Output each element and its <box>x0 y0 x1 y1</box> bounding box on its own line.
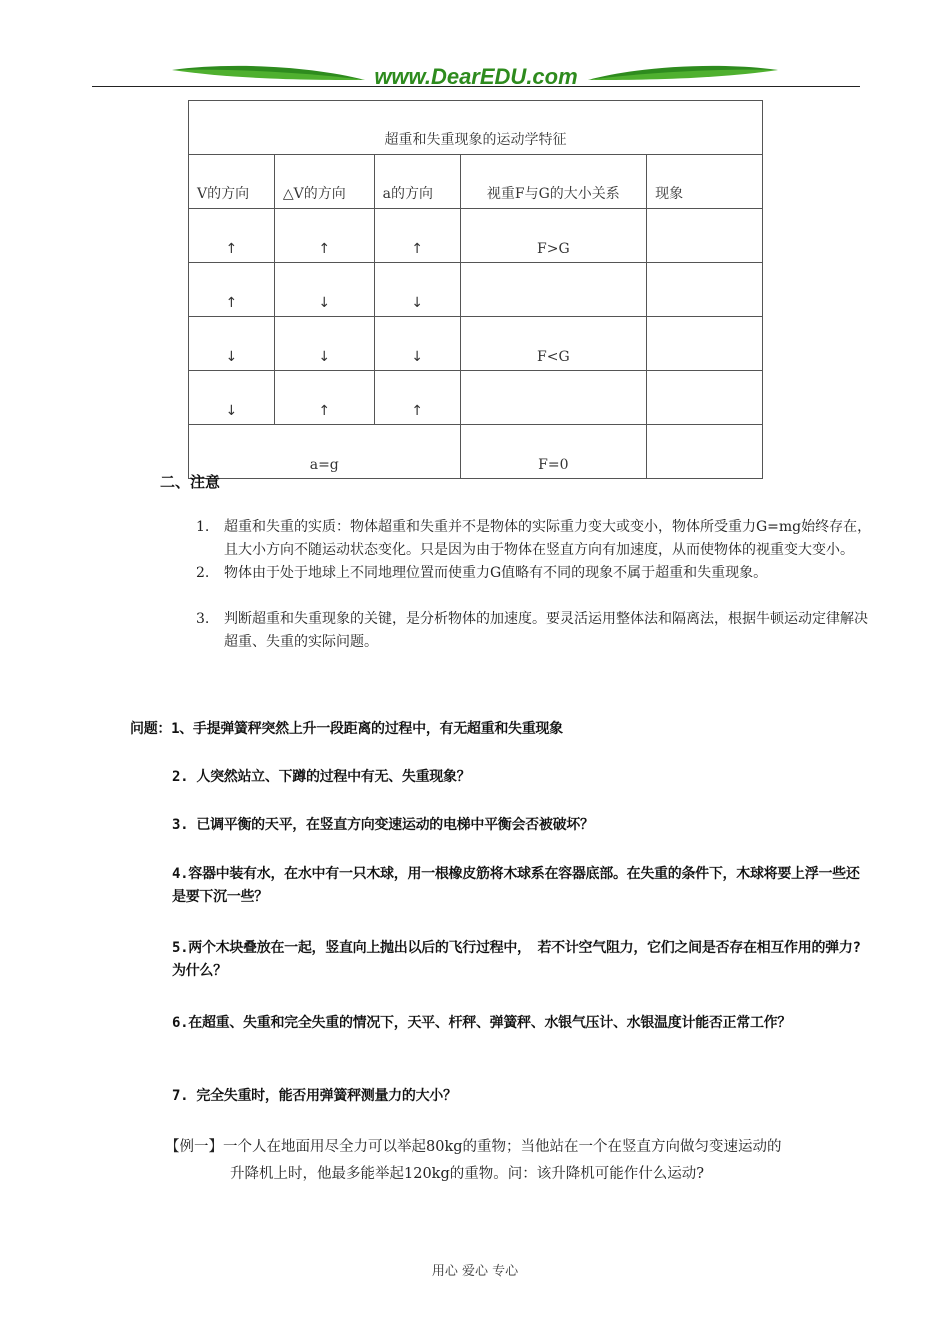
note-item <box>196 516 876 562</box>
cell-v: ↑ <box>189 209 275 263</box>
cell-phenomenon <box>647 425 763 479</box>
question-item: 问题：1、手提弹簧秤突然上升一段距离的过程中，有无超重和失重现象 <box>130 721 563 737</box>
note-item <box>196 562 876 585</box>
table-row <box>189 263 763 317</box>
section-title: 二、注意 <box>160 473 221 491</box>
cell-dv: ↑ <box>274 371 374 425</box>
cell-a: ↓ <box>374 263 460 317</box>
note-number: 3. <box>196 611 210 627</box>
col-header-a: a的方向 <box>374 155 460 209</box>
cell-v: ↑ <box>189 263 275 317</box>
question-item: 2. 人突然站立、下蹲的过程中有无、失重现象？ <box>172 769 471 785</box>
col-header-v: V的方向 <box>189 155 275 209</box>
cell-phenomenon <box>647 263 763 317</box>
example-line-2: 升降机上时，他最多能举起120kg的重物。问：该升降机可能作什么运动? <box>230 1166 705 1182</box>
cell-dv: ↑ <box>274 209 374 263</box>
cell-relation <box>460 371 647 425</box>
cell-dv: ↓ <box>274 317 374 371</box>
table-row <box>189 317 763 371</box>
header-rule <box>92 86 860 87</box>
note-text: 判断超重和失重现象的关键，是分析物体的加速度。要灵活运用整体法和隔离法，根据牛顿运动定律解决超重、失重的实际问题。 <box>224 611 868 650</box>
table-row <box>189 209 763 263</box>
table-header-row <box>189 155 763 209</box>
note-item <box>196 608 876 654</box>
question-item: 4.容器中装有水，在水中有一只木球，用一根橡皮筋将木球系在容器底部。在失重的条件下，木球将要上浮一些还是要下沉一些？ <box>172 866 860 905</box>
example-block <box>165 1134 865 1188</box>
cell-a: ↑ <box>374 209 460 263</box>
cell-relation: F>G <box>460 209 647 263</box>
question-item: 6.在超重、失重和完全失重的情况下，天平、杆秤、弹簧秤、水银气压计、水银温度计能否正常工作？ <box>172 1015 792 1031</box>
cell-v: ↓ <box>189 317 275 371</box>
table-title: 超重和失重现象的运动学特征 <box>189 101 763 155</box>
header-logo <box>170 60 780 94</box>
cell-relation: F=0 <box>460 425 647 479</box>
cell-phenomenon <box>647 317 763 371</box>
question-item: 5.两个木块叠放在一起，竖直向上抛出以后的飞行过程中， 若不计空气阻力，它们之间是否存在相互作用的弹力?为什么？ <box>172 940 861 979</box>
cell-a: ↓ <box>374 317 460 371</box>
note-number: 1. <box>196 519 210 535</box>
col-header-phenomenon: 现象 <box>647 155 763 209</box>
question-item: 3. 已调平衡的天平，在竖直方向变速运动的电梯中平衡会否被破坏？ <box>172 817 594 833</box>
cell-a: ↑ <box>374 371 460 425</box>
table-row-free-fall <box>189 425 763 479</box>
cell-dv: ↓ <box>274 263 374 317</box>
question-item: 7. 完全失重时，能否用弹簧秤测量力的大小？ <box>172 1088 457 1104</box>
notes-list <box>196 516 876 654</box>
table-row <box>189 371 763 425</box>
note-text: 物体由于处于地球上不同地理位置而使重力G值略有不同的现象不属于超重和失重现象。 <box>224 565 768 581</box>
logo-swoosh-icon <box>170 60 780 94</box>
cell-relation <box>460 263 647 317</box>
note-text: 超重和失重的实质：物体超重和失重并不是物体的实际重力变大或变小，物体所受重力G=mg始终存在，且大小方向不随运动状态变化。只是因为由于物体在竖直方向有加速度，从而使物体的视重变大变小。 <box>224 519 872 558</box>
col-header-dv: △V的方向 <box>274 155 374 209</box>
example-label: 【例一】 <box>165 1139 223 1155</box>
cell-relation: F<G <box>460 317 647 371</box>
cell-phenomenon <box>647 209 763 263</box>
cell-phenomenon <box>647 371 763 425</box>
page-footer: 用心 爱心 专心 <box>431 1264 519 1279</box>
logo-text: www.DearEDU.com <box>374 64 578 89</box>
example-line-1: 一个人在地面用尽全力可以举起80kg的重物；当他站在一个在竖直方向做匀变速运动的 <box>223 1139 782 1155</box>
col-header-relation: 视重F与G的大小关系 <box>460 155 647 209</box>
note-number: 2. <box>196 565 210 581</box>
cell-v: ↓ <box>189 371 275 425</box>
kinematics-table <box>188 100 763 479</box>
cell-a-equals-g: a=g <box>189 425 461 479</box>
